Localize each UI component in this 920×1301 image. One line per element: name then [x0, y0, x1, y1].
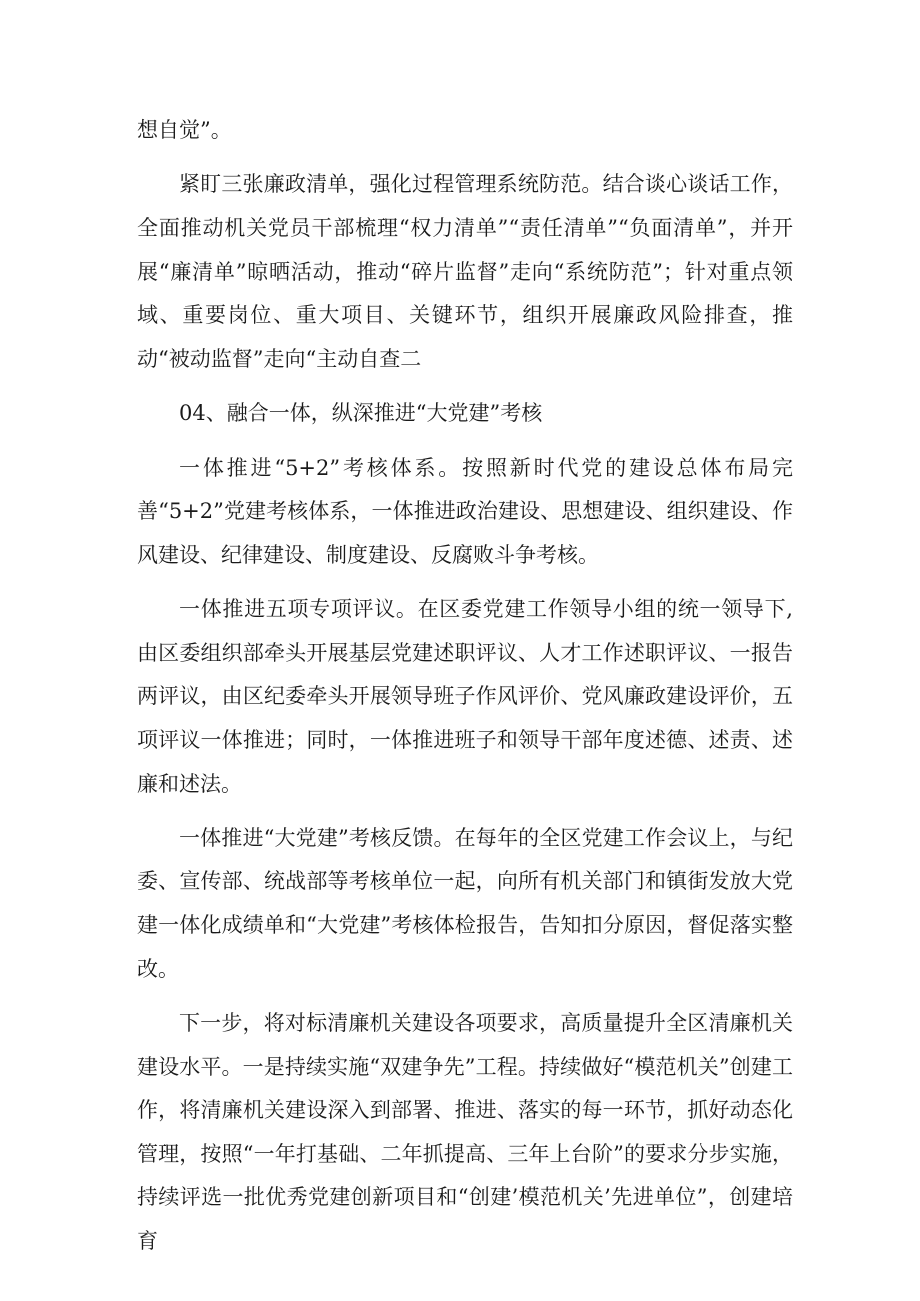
section-heading-04: 04、融合一体，纵深推进“大党建”考核	[179, 401, 543, 426]
paragraph-assessment-feedback: 一体推进“大党建”考核反馈。在每年的全区党建工作会议上，与纪委、宣传部、统战部等考核单位一起，向所有机关部门和镇街发放大党建一体化成绩单和“大党建”考核体检报告，告知扣分原因，督促落实整改。	[137, 825, 793, 981]
paragraph-assessment-system: 一体推进“5+2”考核体系。按照新时代党的建设总体布局完善“5+2”党建考核体系，一体推进政治建设、思想建设、组织建设、作风建设、纪律建设、制度建设、反腐败斗争考核。	[137, 455, 793, 567]
document-body	[137, 109, 793, 1274]
paragraph-next-steps: 下一步，将对标清廉机关建设各项要求，高质量提升全区清廉机关建设水平。一是持续实施“双建争先”工程。持续做好“模范机关”创建工作，将清廉机关建设深入到部署、推进、落实的每一环节，抓好动态化管理，按照“一年打基础、二年抓提高、三年上台阶”的要求分步实施，持续评选一批优秀党建创新项目和“创建’模范机关’先进单位”，创建培育	[137, 1011, 793, 1254]
paragraph-five-reviews: 一体推进五项专项评议。在区委党建工作领导小组的统一领导下,由区委组织部牵头开展基层党建述职评议、人才工作述职评议、一报告两评议，由区纪委牵头开展领导班子作风评价、党风廉政建设评价，五项评议一体推进；同时，一体推进班子和领导干部年度述德、述责、述廉和述法。	[137, 597, 793, 796]
paragraph-continuation: 想自觉”。	[137, 118, 232, 142]
paragraph-clean-government-lists: 紧盯三张廉政清单，强化过程管理系统防范。结合谈心谈话工作，全面推动机关党员干部梳理“权力清单”“责任清单”“负面清单”，并开展“廉清单”晾晒活动，推动“碎片监督”走向“系统防范”；针对重点领域、重要岗位、重大项目、关键环节，组织开展廉政风险排查，推动“被动监督”走向“主动自查二	[137, 172, 793, 371]
